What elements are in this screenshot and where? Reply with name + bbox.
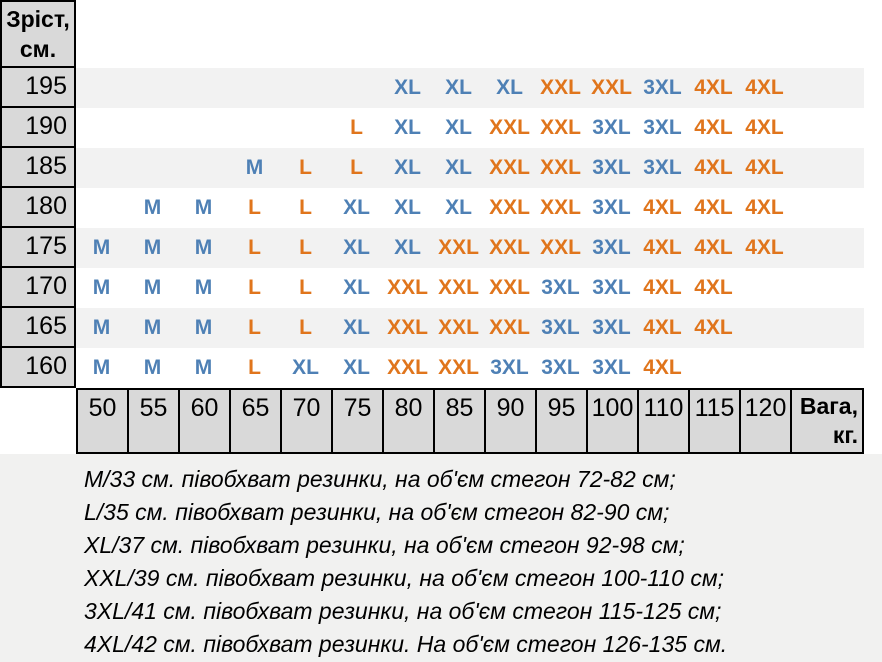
- size-cell: L: [299, 276, 312, 299]
- row-filler: [790, 148, 864, 188]
- weight-col-header: 115: [688, 388, 739, 454]
- weight-row-spacer: [0, 388, 76, 454]
- row-filler: [790, 268, 864, 308]
- size-table-rows: [0, 68, 864, 388]
- weight-col-header: 80: [382, 388, 433, 454]
- size-cell: XXL: [387, 356, 428, 379]
- size-cell: L: [248, 276, 261, 299]
- size-cell: 4XL: [745, 76, 784, 99]
- height-axis-header-line2: см.: [19, 36, 57, 62]
- weight-axis-header: [790, 388, 864, 454]
- size-cell: XL: [292, 356, 319, 379]
- size-cell: XXL: [540, 236, 581, 259]
- size-cell: 3XL: [592, 196, 631, 219]
- size-cell: XL: [445, 156, 472, 179]
- empty-cell: [688, 348, 739, 388]
- empty-cell: [280, 68, 331, 108]
- size-cell: XXL: [540, 76, 581, 99]
- table-row: [0, 68, 864, 108]
- size-cell: 4XL: [745, 236, 784, 259]
- footnote-line: 3XL/41 см. півобхват резинки, на об'єм стегон 115-125 см;: [84, 598, 722, 624]
- table-row: [0, 108, 864, 148]
- size-cell: L: [299, 316, 312, 339]
- height-row-header: 175: [0, 228, 76, 268]
- size-cell: 4XL: [694, 276, 733, 299]
- height-row-header: 170: [0, 268, 76, 308]
- size-cell: L: [248, 196, 261, 219]
- size-cell: M: [92, 356, 111, 379]
- weight-col-header: 65: [229, 388, 280, 454]
- size-cell: XL: [343, 276, 370, 299]
- size-cell: M: [92, 316, 111, 339]
- size-cell: 4XL: [694, 236, 733, 259]
- size-cell: M: [143, 316, 162, 339]
- size-cell: 3XL: [592, 236, 631, 259]
- footnote-line: 4XL/42 см. півобхват резинки. На об'єм стегон 126-135 см.: [84, 631, 728, 657]
- size-cell: 3XL: [643, 156, 682, 179]
- row-filler: [790, 188, 864, 228]
- footnote-line: XL/37 см. півобхват резинки, на об'єм стегон 92-98 см;: [84, 532, 685, 558]
- row-filler: [790, 108, 864, 148]
- table-row: [0, 308, 864, 348]
- footnote-line: М/33 см. півобхват резинки, на об'єм стегон 72-82 см;: [84, 466, 676, 492]
- size-cell: XXL: [438, 356, 479, 379]
- size-cell: XL: [445, 76, 472, 99]
- empty-cell: [178, 108, 229, 148]
- empty-cell: [127, 68, 178, 108]
- size-cell: M: [143, 356, 162, 379]
- empty-cell: [229, 68, 280, 108]
- weight-col-header: 85: [433, 388, 484, 454]
- size-cell: 4XL: [694, 156, 733, 179]
- size-cell: 3XL: [541, 316, 580, 339]
- size-cell: M: [194, 356, 213, 379]
- table-row: [0, 348, 864, 388]
- size-cell: 3XL: [541, 356, 580, 379]
- size-cell: XXL: [489, 156, 530, 179]
- footnote-line: L/35 см. півобхват резинки, на об'єм стегон 82-90 см;: [84, 499, 670, 525]
- size-cell: M: [92, 276, 111, 299]
- size-cell: XXL: [387, 316, 428, 339]
- weight-col-header: 60: [178, 388, 229, 454]
- size-cell: M: [194, 236, 213, 259]
- size-cell: XXL: [438, 316, 479, 339]
- size-cell: XXL: [540, 196, 581, 219]
- size-cell: M: [143, 236, 162, 259]
- size-cell: XL: [394, 156, 421, 179]
- size-cell: 4XL: [694, 76, 733, 99]
- weight-col-header: 120: [739, 388, 790, 454]
- empty-cell: [127, 148, 178, 188]
- size-cell: 4XL: [643, 236, 682, 259]
- size-cell: M: [143, 196, 162, 219]
- weight-col-header: 100: [586, 388, 637, 454]
- header-filler: [76, 0, 864, 68]
- empty-cell: [739, 308, 790, 348]
- footnotes-list: [0, 463, 882, 661]
- size-cell: 4XL: [745, 116, 784, 139]
- size-cell: L: [299, 196, 312, 219]
- size-cell: XXL: [591, 76, 632, 99]
- size-cell: L: [299, 156, 312, 179]
- size-cell: M: [194, 316, 213, 339]
- footnote-line: XXL/39 см. півобхват резинки, на об'єм стегон 100-110 см;: [84, 565, 724, 591]
- size-cell: 3XL: [592, 276, 631, 299]
- table-row: [0, 268, 864, 308]
- size-cell: XXL: [489, 116, 530, 139]
- size-cell: L: [299, 236, 312, 259]
- weight-col-header: 110: [637, 388, 688, 454]
- empty-cell: [739, 348, 790, 388]
- weight-col-header: 50: [76, 388, 127, 454]
- size-cell: 4XL: [745, 156, 784, 179]
- size-cell: XL: [394, 196, 421, 219]
- size-cell: M: [245, 156, 264, 179]
- size-cell: L: [350, 116, 363, 139]
- weight-col-header: 90: [484, 388, 535, 454]
- weight-col-header: 75: [331, 388, 382, 454]
- size-cell: XXL: [489, 196, 530, 219]
- size-cell: XL: [445, 116, 472, 139]
- size-cell: XXL: [540, 116, 581, 139]
- footnotes-section: [0, 454, 882, 662]
- size-cell: 3XL: [592, 356, 631, 379]
- size-cell: M: [92, 236, 111, 259]
- size-cell: XXL: [489, 276, 530, 299]
- size-cell: 4XL: [643, 316, 682, 339]
- size-cell: L: [248, 236, 261, 259]
- weight-header-row: [0, 388, 864, 454]
- height-axis-header-line1: Зріст,: [6, 6, 70, 32]
- empty-cell: [229, 108, 280, 148]
- size-cell: M: [194, 196, 213, 219]
- size-cell: 3XL: [592, 116, 631, 139]
- height-row-header: 195: [0, 68, 76, 108]
- weight-axis-header-line1: Вага,: [799, 393, 858, 419]
- height-axis-header: [0, 0, 76, 68]
- height-row-header: 160: [0, 348, 76, 388]
- empty-cell: [178, 68, 229, 108]
- size-cell: XXL: [489, 316, 530, 339]
- table-header-row: [0, 0, 864, 68]
- table-row: [0, 188, 864, 228]
- size-cell: XL: [343, 196, 370, 219]
- size-cell: XXL: [489, 236, 530, 259]
- size-cell: 3XL: [643, 116, 682, 139]
- row-filler: [790, 228, 864, 268]
- height-row-header: 180: [0, 188, 76, 228]
- size-cell: XL: [394, 116, 421, 139]
- size-cell: XL: [343, 356, 370, 379]
- height-row-header: 185: [0, 148, 76, 188]
- size-cell: 3XL: [541, 276, 580, 299]
- size-cell: 4XL: [694, 116, 733, 139]
- size-cell: 4XL: [643, 356, 682, 379]
- size-cell: 4XL: [694, 196, 733, 219]
- size-cell: 3XL: [490, 356, 529, 379]
- size-cell: L: [350, 156, 363, 179]
- empty-cell: [280, 108, 331, 148]
- height-row-header: 165: [0, 308, 76, 348]
- table-row: [0, 228, 864, 268]
- size-cell: XL: [445, 196, 472, 219]
- size-cell: 4XL: [643, 276, 682, 299]
- size-cell: L: [248, 356, 261, 379]
- empty-cell: [739, 268, 790, 308]
- weight-col-header: 55: [127, 388, 178, 454]
- size-cell: M: [143, 276, 162, 299]
- size-cell: XXL: [540, 156, 581, 179]
- size-cell: XL: [394, 236, 421, 259]
- empty-cell: [76, 68, 127, 108]
- size-cell: XL: [394, 76, 421, 99]
- empty-cell: [76, 108, 127, 148]
- size-cell: XXL: [438, 276, 479, 299]
- weight-cells: [76, 388, 790, 454]
- weight-col-header: 70: [280, 388, 331, 454]
- size-cell: XXL: [438, 236, 479, 259]
- weight-axis-header-line2: кг.: [832, 422, 858, 448]
- table-row: [0, 148, 864, 188]
- weight-col-header: 95: [535, 388, 586, 454]
- row-filler: [790, 68, 864, 108]
- empty-cell: [178, 148, 229, 188]
- empty-cell: [76, 188, 127, 228]
- row-filler: [790, 308, 864, 348]
- height-row-header: 190: [0, 108, 76, 148]
- empty-cell: [331, 68, 382, 108]
- size-cell: XL: [343, 316, 370, 339]
- row-filler: [790, 348, 864, 388]
- size-cell: 4XL: [643, 196, 682, 219]
- empty-cell: [76, 148, 127, 188]
- size-cell: 4XL: [694, 316, 733, 339]
- size-cell: 3XL: [592, 316, 631, 339]
- size-cell: XL: [496, 76, 523, 99]
- size-cell: 3XL: [643, 76, 682, 99]
- size-cell: 3XL: [592, 156, 631, 179]
- empty-cell: [127, 108, 178, 148]
- size-cell: 4XL: [745, 196, 784, 219]
- size-cell: XXL: [387, 276, 428, 299]
- size-cell: L: [248, 316, 261, 339]
- size-cell: XL: [343, 236, 370, 259]
- size-cell: M: [194, 276, 213, 299]
